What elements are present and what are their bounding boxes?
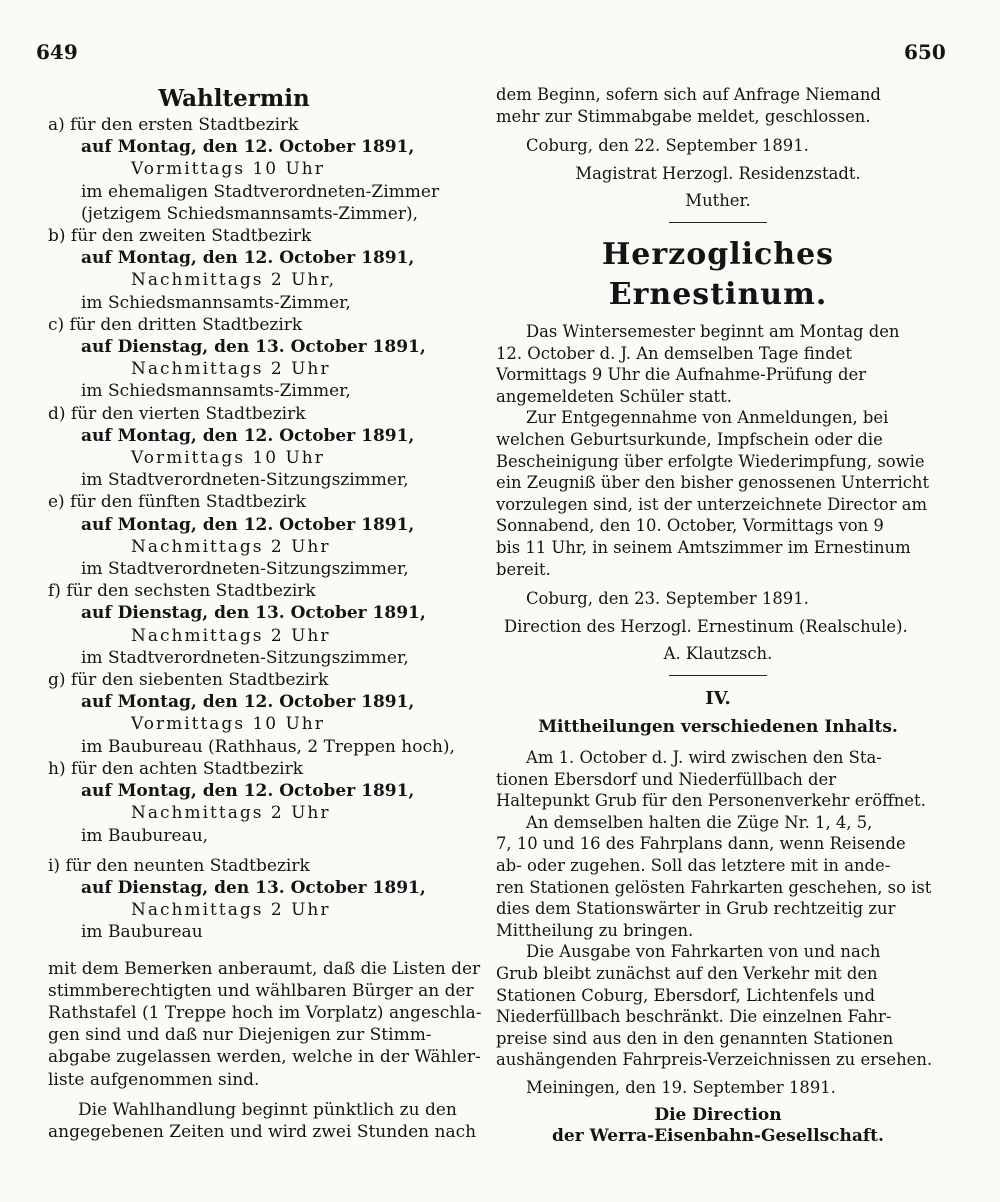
continued-line: mehr zur Stimmabgabe meldet, geschlossen.: [496, 106, 871, 126]
entry-e-date: auf Montag, den 12. October 1891,: [81, 514, 415, 535]
closing-paragraph-line: Rathstafel (1 Treppe hoch im Vorplatz) angeschla-: [48, 1002, 482, 1023]
entry-i-place: im Baubureau: [81, 922, 203, 943]
entry-d-date: auf Montag, den 12. October 1891,: [81, 425, 415, 446]
signature-date: Coburg, den 23. September 1891.: [526, 589, 809, 609]
entry-h-time: Nachmittags 2 Uhr: [131, 803, 331, 824]
paragraph-line: Sonnabend, den 10. October, Vormittags von 9: [496, 516, 884, 536]
divider: [669, 222, 767, 223]
entry-c-time: Nachmittags 2 Uhr: [131, 359, 331, 380]
entry-c-place: im Schiedsmannsamts-Zimmer,: [81, 381, 351, 402]
signature-authority: Die Direction: [654, 1104, 782, 1125]
paragraph-line: 7, 10 und 16 des Fahrplans dann, wenn Reisende: [496, 834, 906, 854]
entry-f-time: Nachmittags 2 Uhr: [131, 625, 331, 646]
paragraph-line: aushängenden Fahrpreis-Verzeichnissen zu ersehen.: [496, 1050, 933, 1070]
entry-a-place: im ehemaligen Stadtverordneten-Zimmer: [81, 181, 440, 202]
paragraph-line: preise sind aus den in den genannten Stationen: [496, 1028, 894, 1048]
paragraph-line: dies dem Stationswärter in Grub rechtzeitig zur: [496, 899, 896, 919]
entry-b-line: b) für den zweiten Stadtbezirk: [48, 226, 312, 247]
signature-authority: Magistrat Herzogl. Residenzstadt.: [575, 163, 861, 183]
paragraph-line: angemeldeten Schüler statt.: [496, 386, 732, 406]
paragraph-line: ab- oder zugehen. Soll das letztere mit in ande-: [496, 856, 891, 876]
divider: [669, 675, 767, 676]
entry-i-time: Nachmittags 2 Uhr: [131, 900, 331, 921]
entry-f-line: f) für den sechsten Stadtbezirk: [48, 581, 316, 602]
closing-paragraph-line: mit dem Bemerken anberaumt, daß die Listen der: [48, 958, 481, 979]
paragraph-line: Die Ausgabe von Fahrkarten von und nach: [526, 942, 881, 962]
entry-d-time: Vormittags 10 Uhr: [131, 448, 325, 469]
entry-b-place: im Schiedsmannsamts-Zimmer,: [81, 292, 351, 313]
signature-authority: der Werra-Eisenbahn-Gesellschaft.: [552, 1126, 884, 1147]
paragraph-line: Haltepunkt Grub für den Personenverkehr eröffnet.: [496, 791, 926, 811]
signature-date: Meiningen, den 19. September 1891.: [526, 1077, 836, 1097]
entry-d-place: im Stadtverordneten-Sitzungszimmer,: [81, 470, 409, 491]
entry-i-date: auf Dienstag, den 13. October 1891,: [81, 877, 426, 898]
paragraph-line: Mittheilung zu bringen.: [496, 920, 694, 940]
signature-name: A. Klautzsch.: [663, 644, 773, 664]
closing-paragraph-line: abgabe zugelassen werden, welche in der Wähler-: [48, 1047, 481, 1068]
entry-f-date: auf Dienstag, den 13. October 1891,: [81, 603, 426, 624]
closing-paragraph-line: gen sind und daß nur Diejenigen zur Stimm-: [48, 1025, 432, 1046]
paragraph-line: Grub bleibt zunächst auf den Verkehr mit den: [496, 964, 878, 983]
closing-paragraph-line: stimmberechtigten und wählbaren Bürger an der: [48, 980, 474, 1001]
entry-g-date: auf Montag, den 12. October 1891,: [81, 692, 415, 713]
paragraph-line: Zur Entgegennahme von Anmeldungen, bei: [526, 408, 889, 428]
entry-i-line: i) für den neunten Stadtbezirk: [48, 855, 310, 876]
entry-f-place: im Stadtverordneten-Sitzungszimmer,: [81, 647, 409, 668]
entry-a-place: (jetzigem Schiedsmannsamts-Zimmer),: [81, 203, 419, 224]
entry-c-line: c) für den dritten Stadtbezirk: [48, 314, 303, 335]
paragraph-line: An demselben halten die Züge Nr. 1, 4, 5,: [526, 812, 873, 832]
signature-date: Coburg, den 22. September 1891.: [526, 136, 809, 156]
entry-h-place: im Baubureau,: [81, 825, 209, 846]
paragraph-line: Am 1. October d. J. wird zwischen den Sta-: [526, 748, 882, 768]
paragraph-line: Bescheinigung über erfolgte Wiederimpfung, sowie: [496, 451, 925, 471]
entry-e-place: im Stadtverordneten-Sitzungszimmer,: [81, 559, 409, 580]
entry-g-place: im Baubureau (Rathhaus, 2 Treppen hoch),: [81, 736, 455, 757]
paragraph-line: Vormittags 9 Uhr die Aufnahme-Prüfung der: [496, 365, 867, 385]
entry-d-line: d) für den vierten Stadtbezirk: [48, 403, 306, 424]
entry-c-date: auf Dienstag, den 13. October 1891,: [81, 337, 426, 358]
entry-g-time: Vormittags 10 Uhr: [131, 714, 325, 735]
section-number: IV.: [705, 687, 731, 709]
entry-e-time: Nachmittags 2 Uhr: [131, 536, 331, 557]
entry-a-time: Vormittags 10 Uhr: [131, 159, 325, 180]
right-column: [496, 84, 940, 1148]
entry-e-line: e) für den fünften Stadtbezirk: [48, 492, 306, 513]
paragraph-line: ren Stationen gelösten Fahrkarten geschehen, so ist: [496, 877, 932, 897]
paragraph-line: bis 11 Uhr, in seinem Amtszimmer im Ernestinum: [496, 537, 911, 557]
entry-g-line: g) für den siebenten Stadtbezirk: [48, 670, 329, 691]
paragraph-line: Das Wintersemester beginnt am Montag den: [526, 321, 900, 341]
entry-a-line: a) für den ersten Stadtbezirk: [48, 115, 299, 135]
continued-line: dem Beginn, sofern sich auf Anfrage Niemand: [496, 85, 881, 104]
paragraph-line: bereit.: [496, 559, 551, 579]
paragraph-line: vorzulegen sind, ist der unterzeichnete Director am: [496, 494, 928, 514]
entry-b-date: auf Montag, den 12. October 1891,: [81, 248, 415, 269]
closing-paragraph-line: liste aufgenommen sind.: [48, 1069, 260, 1090]
final-paragraph-line: angegebenen Zeiten und wird zwei Stunden nach: [48, 1121, 477, 1142]
signature-name: Muther.: [685, 191, 751, 211]
section-heading: Mittheilungen verschiedenen Inhalts.: [538, 717, 898, 738]
page-number-left: 649: [36, 40, 78, 64]
paragraph-line: ein Zeugniß über den bisher genossenen Unterricht: [496, 473, 930, 493]
section-heading: Herzogliches Ernestinum.: [601, 236, 835, 312]
paragraph-line: Stationen Coburg, Ebersdorf, Lichtenfels und: [496, 985, 875, 1005]
left-column: [48, 84, 482, 1143]
entry-a-date: auf Montag, den 12. October 1891,: [81, 137, 415, 158]
paragraph-line: welchen Geburtsurkunde, Impfschein oder die: [496, 429, 883, 449]
paragraph-line: 12. October d. J. An demselben Tage findet: [496, 343, 852, 363]
entry-h-line: h) für den achten Stadtbezirk: [48, 758, 303, 779]
entry-b-time: Nachmittags 2 Uhr,: [131, 270, 337, 291]
page-number-right: 650: [904, 40, 946, 64]
entry-h-date: auf Montag, den 12. October 1891,: [81, 781, 415, 802]
paragraph-line: Niederfüllbach beschränkt. Die einzelnen Fahr-: [496, 1007, 892, 1027]
final-paragraph-line: Die Wahlhandlung beginnt pünktlich zu den: [78, 1099, 457, 1120]
paragraph-line: tionen Ebersdorf und Niederfüllbach der: [496, 769, 837, 789]
left-heading: Wahltermin: [158, 85, 310, 112]
signature-authority: Direction des Herzogl. Ernestinum (Realschule).: [504, 616, 908, 636]
